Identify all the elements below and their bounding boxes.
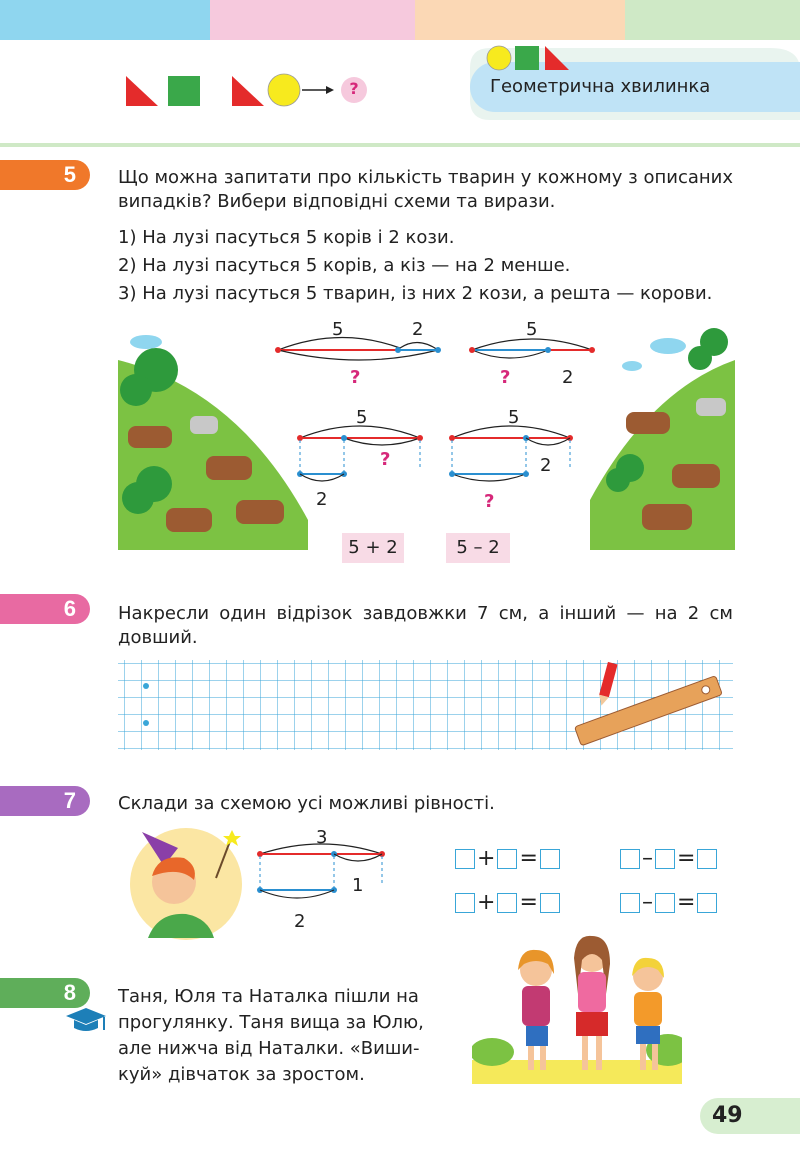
- task7-scheme-right: 1: [352, 875, 364, 896]
- task5-question: Що можна запитати про кількість тварин у кожному з описаних випадків? Вибери відповідні схеми та вирази.: [118, 167, 733, 212]
- girl-natalka-figure: [574, 936, 610, 1070]
- answer-box[interactable]: [655, 893, 675, 913]
- tree-icon: [688, 346, 712, 370]
- equation-row: – =: [620, 892, 717, 914]
- cow-icon: [166, 508, 212, 532]
- top-bar-blue: [0, 0, 210, 40]
- answer-box[interactable]: [497, 893, 517, 913]
- three-girls-illustration: [472, 934, 682, 1084]
- task5-item: 3) На лузі пасуться 5 тварин, із них 2 кози, а решта — корови.: [118, 283, 713, 304]
- goat-icon: [696, 398, 726, 416]
- answer-box[interactable]: [455, 893, 475, 913]
- task6-text: Накресли один відрізок завдовжки 7 см, а інший — на 2 см довший.: [118, 603, 733, 648]
- cow-icon: [128, 426, 172, 448]
- green-square-icon: [515, 46, 539, 70]
- top-bar-green: [625, 0, 800, 40]
- tree-icon: [606, 468, 630, 492]
- goat-icon: [190, 416, 218, 434]
- task8-line: прогулянку. Таня вища за Юлю,: [118, 1012, 424, 1033]
- wizard-boy-illustration: [128, 826, 244, 942]
- start-point: [143, 720, 149, 726]
- cow-icon: [206, 456, 252, 480]
- pattern-question: ?: [349, 79, 359, 98]
- task7-scheme-top: 3: [316, 827, 328, 848]
- star-icon: [223, 830, 241, 846]
- answer-box[interactable]: [697, 893, 717, 913]
- answer-box[interactable]: [540, 893, 560, 913]
- yellow-circle-shape: [268, 74, 300, 106]
- task-number-badge: 8: [0, 978, 90, 1008]
- top-bar-pink: [210, 0, 415, 40]
- scheme4-mid-label: 2: [540, 455, 552, 476]
- task8-line: Таня, Юля та Наталка пішли на: [118, 986, 419, 1007]
- scheme2-bottom2-label: 2: [562, 367, 574, 388]
- scheme3-bottom-label: 2: [316, 489, 328, 510]
- cloud-icon: [130, 335, 162, 349]
- yellow-circle-icon: [487, 46, 511, 70]
- red-triangle-shape: [126, 76, 158, 106]
- red-triangle-icon: [545, 46, 569, 70]
- scheme2-top-label: 5: [526, 319, 538, 340]
- green-square-shape: [168, 76, 200, 106]
- answer-box[interactable]: [655, 849, 675, 869]
- task7-text: Склади за схемою усі можливі рівності.: [118, 793, 495, 814]
- cow-icon: [672, 464, 720, 488]
- meadow-right-illustration: [590, 320, 735, 550]
- task-number-badge: 7: [0, 786, 90, 816]
- cow-icon: [642, 504, 692, 530]
- scheme1-top-label: 5: [332, 319, 344, 340]
- scheme4-top-label: 5: [508, 407, 520, 428]
- cloud-icon: [622, 361, 642, 371]
- tree-icon: [120, 374, 152, 406]
- task-number-badge: 6: [0, 594, 90, 624]
- graduation-cap-icon: [64, 1006, 108, 1034]
- equation-row: – =: [620, 848, 717, 870]
- equation-row: + =: [455, 848, 560, 870]
- red-triangle-shape: [232, 76, 264, 106]
- start-point: [143, 683, 149, 689]
- girl-tanya-figure: [518, 950, 554, 1070]
- equation-row: + =: [455, 892, 560, 914]
- task-number-badge: 5: [0, 160, 90, 190]
- scheme1-bottom-label: ?: [350, 367, 361, 388]
- answer-box[interactable]: [620, 849, 640, 869]
- task5-item: 2) На лузі пасуться 5 корів, а кіз — на 2 менше.: [118, 255, 571, 276]
- scheme3-top-label: 5: [356, 407, 368, 428]
- expression-card[interactable]: 5 – 2: [446, 533, 510, 563]
- task5-item: 1) На лузі пасуться 5 корів і 2 кози.: [118, 227, 455, 248]
- answer-box[interactable]: [455, 849, 475, 869]
- section-title: Геометрична хвилинка: [490, 76, 711, 97]
- top-bar-orange: [415, 0, 625, 40]
- tree-icon: [136, 466, 172, 502]
- task7-scheme-bottom: 2: [294, 911, 306, 932]
- page-number: 49: [700, 1098, 800, 1134]
- cow-icon: [626, 412, 670, 434]
- scheme2-bottom-label: ?: [500, 367, 511, 388]
- task8-line: але нижча від Наталки. «Виши-: [118, 1038, 420, 1059]
- header-divider: [0, 143, 800, 147]
- cloud-icon: [650, 338, 686, 354]
- scheme-4: [449, 426, 573, 481]
- task7-scheme: [256, 840, 396, 920]
- scheme1-top2-label: 2: [412, 319, 424, 340]
- scheme-3: [297, 426, 423, 481]
- answer-box[interactable]: [620, 893, 640, 913]
- expression-card[interactable]: 5 + 2: [342, 533, 404, 563]
- answer-box[interactable]: [497, 849, 517, 869]
- scheme4-bottom-label: ?: [484, 491, 495, 512]
- title-shapes: [485, 44, 585, 72]
- task5-schemes: [260, 318, 600, 518]
- scheme3-mid-label: ?: [380, 449, 391, 470]
- answer-box[interactable]: [540, 849, 560, 869]
- grid-field[interactable]: [118, 660, 733, 750]
- answer-box[interactable]: [697, 849, 717, 869]
- task8-line: куй» дівчаток за зростом.: [118, 1064, 365, 1085]
